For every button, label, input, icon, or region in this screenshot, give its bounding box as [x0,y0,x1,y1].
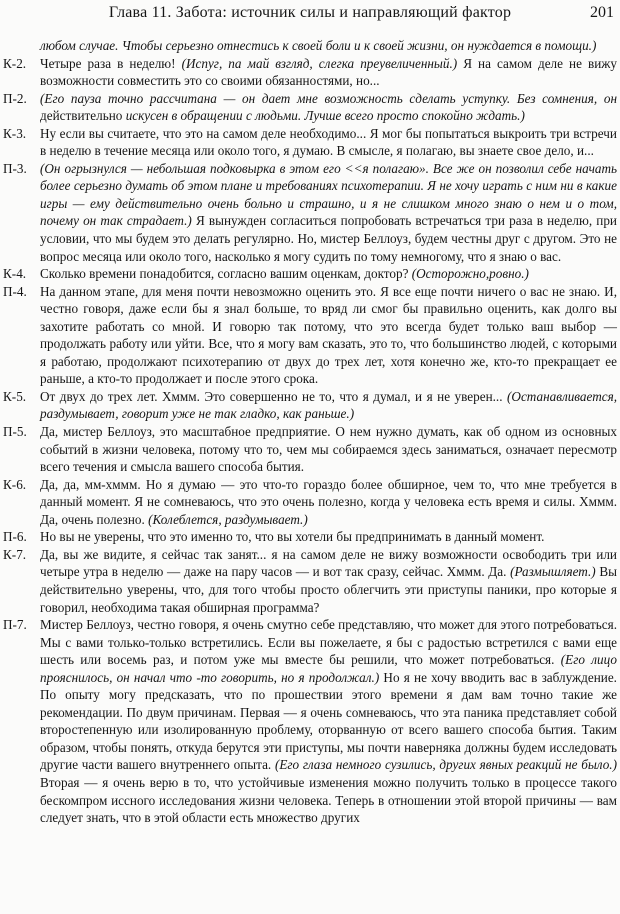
aside-italic-segment: любом случае. Чтобы серьезно отнестись к своей боли и к своей жизни, он нуждается в помощи.) [40,38,597,53]
speaker-label: П-4. [3,283,27,299]
dialog-entry [3,476,617,529]
chapter-title: Глава 11. Забота: источник силы и направляющий фактор [108,4,512,21]
aside-italic-segment: (Испуг, па май взгляд, слегка преувеличенный.) [181,55,464,71]
dialog-entry [3,528,617,546]
speaker-label: П-2. [3,90,27,106]
dialog-entry [3,125,617,160]
speaker-label: К-6. [3,476,27,492]
speech-segment: На данном этапе, для меня почти невозможно оценить это. Я все еще почти ничего о вас не знаю. И, честно говоря, даже если бы я знал больше, то вряд ли смог бы правильно оценить, как долго вы захотите работать со мной. И говорю так потому, что это всегда будет только ваш выбор — продолжать работу или уйти. Все, что я могу вам сказать, это то, что большинство людей, с которыми я работаю, продолжают психотерапию от двух до трех лет, хотя конечно же, кто-то прекращает ее раньше, а кто-то продолжает и после этого срока. [40,283,617,387]
speaker-label: К-3. [3,125,27,141]
speech-segment: Сколько времени понадобится, согласно вашим оценкам, доктор? [40,266,412,282]
dialog-entry [3,55,617,90]
speaker-label: К-5. [3,388,27,404]
aside-italic-segment: (Он огрызнулся — небольшая подковырка в этом его <<я полагаю». Все же он позволил себе начать более серьезно думать об этом плане и требованиях психотерапии. Я не хочу играть с ним ни в какие игры — ему действительно очень больно и страшно, и я не слишком много знаю о нем и о том, почему он так страдает.) [40,160,617,229]
dialog-body [3,37,617,827]
dialog-entry [3,160,617,265]
aside-italic-segment: (Его глаза немного сузились, других явных реакций не было.) [274,757,617,773]
aside-italic-segment: (Останавливается, раздумывает, говорит уже не так гладко, как раньше.) [40,388,617,422]
dialog-entry [3,283,617,388]
dialog-entry [3,388,617,423]
speaker-label: П-6. [3,529,27,545]
speaker-label: П-3. [3,160,27,176]
speech-segment: Да, вы же видите, я сейчас так занят... я на самом деле не вижу возможности освободить три или четыре утра в неделю — даже на пару часов — и вот так сразу, сейчас. Хммм. Да. [40,546,617,580]
dialog-entry [3,546,617,616]
speaker-label: К-4. [3,266,27,282]
speech-segment: Вторая — я очень верю в то, что устойчивые изменения можно получить только в процессе такого бескомпром иссного исследования жизни человека. Теперь в отношении этой второй причины — вам следует знать, что в этой области есть множество других [40,774,617,826]
speech-segment: Но я не хочу вводить вас в заблуждение. По опыту могу предсказать, что по прошествии этого времени я дам вам точно такие же рекомендации. По двум причинам. Первая — я очень сомневаюсь, что эта паника представляет собой второстепенную или изолированную проблему, оторванную от всего вашего способа бытия. Таким образом, чтобы понять, откуда берутся эти приступы, мы почти наверняка должны будем исследовать другие части вашего внутреннего опыта. [40,669,617,773]
aside-italic-segment: (Его пауза точно рассчитана — он дает мне возможность сделать уступку. Без сомнения, он [40,90,617,106]
aside-italic-segment: искусен в обращении с людьми. Лучше всего просто спокойно ждать.) [122,108,525,124]
speaker-label: П-7. [3,617,27,633]
speech-segment: Ну если вы считаете, что это на самом деле необходимо... Я мог бы попытаться выкроить три встречи в неделю в течение месяца или около того, я думаю. В смысле, я полагаю, вы знаете свое дело, и... [40,125,617,159]
speech-segment: Я вынужден согласиться попробовать встречаться три раза в неделю, при условии, что мы будем это делать регулярно. Но, мистер Беллоуз, будем честны друг с другом. Это не вопрос месяца или около того, насколько я могу судить по тому немногому, что я знаю о вас. [40,213,617,264]
speaker-label: П-5. [3,424,27,440]
speech-segment: Вы действительно уверены, что, для того чтобы просто облегчить эти приступы паники, про которые я говорил, необходима такая обширная программа? [40,564,617,615]
aside-italic-segment: (Размышляет.) [510,564,600,580]
dialog-entry [3,265,617,283]
speech-segment: действительно [40,108,123,124]
speech-segment: Да, да, мм-хммм. Но я думаю — это что-то гораздо более обширное, чем то, что мне требуется в данный момент. Я не сомневаюсь, что это очень полезно, когда у человека есть время и силы. Хммм. Да, очень полезно. [40,476,617,527]
dialog-entry [3,37,617,55]
dialog-entry [3,423,617,476]
speech-segment: Я на самом деле не вижу возможности совместить это со своими обязанностями, но... [40,55,617,89]
dialog-entry [3,616,617,827]
speech-segment: От двух до трех лет. Хммм. Это совершенно не то, что я думал, и я не уверен... [40,388,508,404]
aside-italic-segment: (Его лицо прояснилось, он начал что -то говорить, но я продолжал.) [40,652,617,685]
aside-italic-segment: (Осторожно,ровно.) [411,266,529,282]
page-number: 201 [590,4,614,21]
speech-segment: Четыре раза в неделю! [40,55,182,71]
aside-italic-segment: (Колеблется, раздумывает.) [148,511,308,527]
speaker-label: К-7. [3,546,27,562]
speech-segment: Мистер Беллоуз, честно говоря, я очень смутно себе представляю, что может для этого потребоваться. Мы с вами только-только встретились. Если вы пожелаете, я бы с радостью встретился с вами еще шесть или восемь раз, и потом уже мы вместе бы решили, что может потребоваться. [40,617,617,668]
dialog-entry [3,90,617,125]
speaker-label: К-2. [3,55,27,71]
speech-segment: Но вы не уверены, что это именно то, что вы хотели бы предпринимать в данный момент. [40,529,545,545]
speech-segment: Да, мистер Беллоуз, это масштабное предприятие. О нем нужно думать, как об одном из основных событий в жизни человека, потому что то, чем мы собираемся здесь заниматься, означает пересмотр всего течения и смысла вашего способа бытия. [40,424,617,475]
page-header [3,4,617,28]
